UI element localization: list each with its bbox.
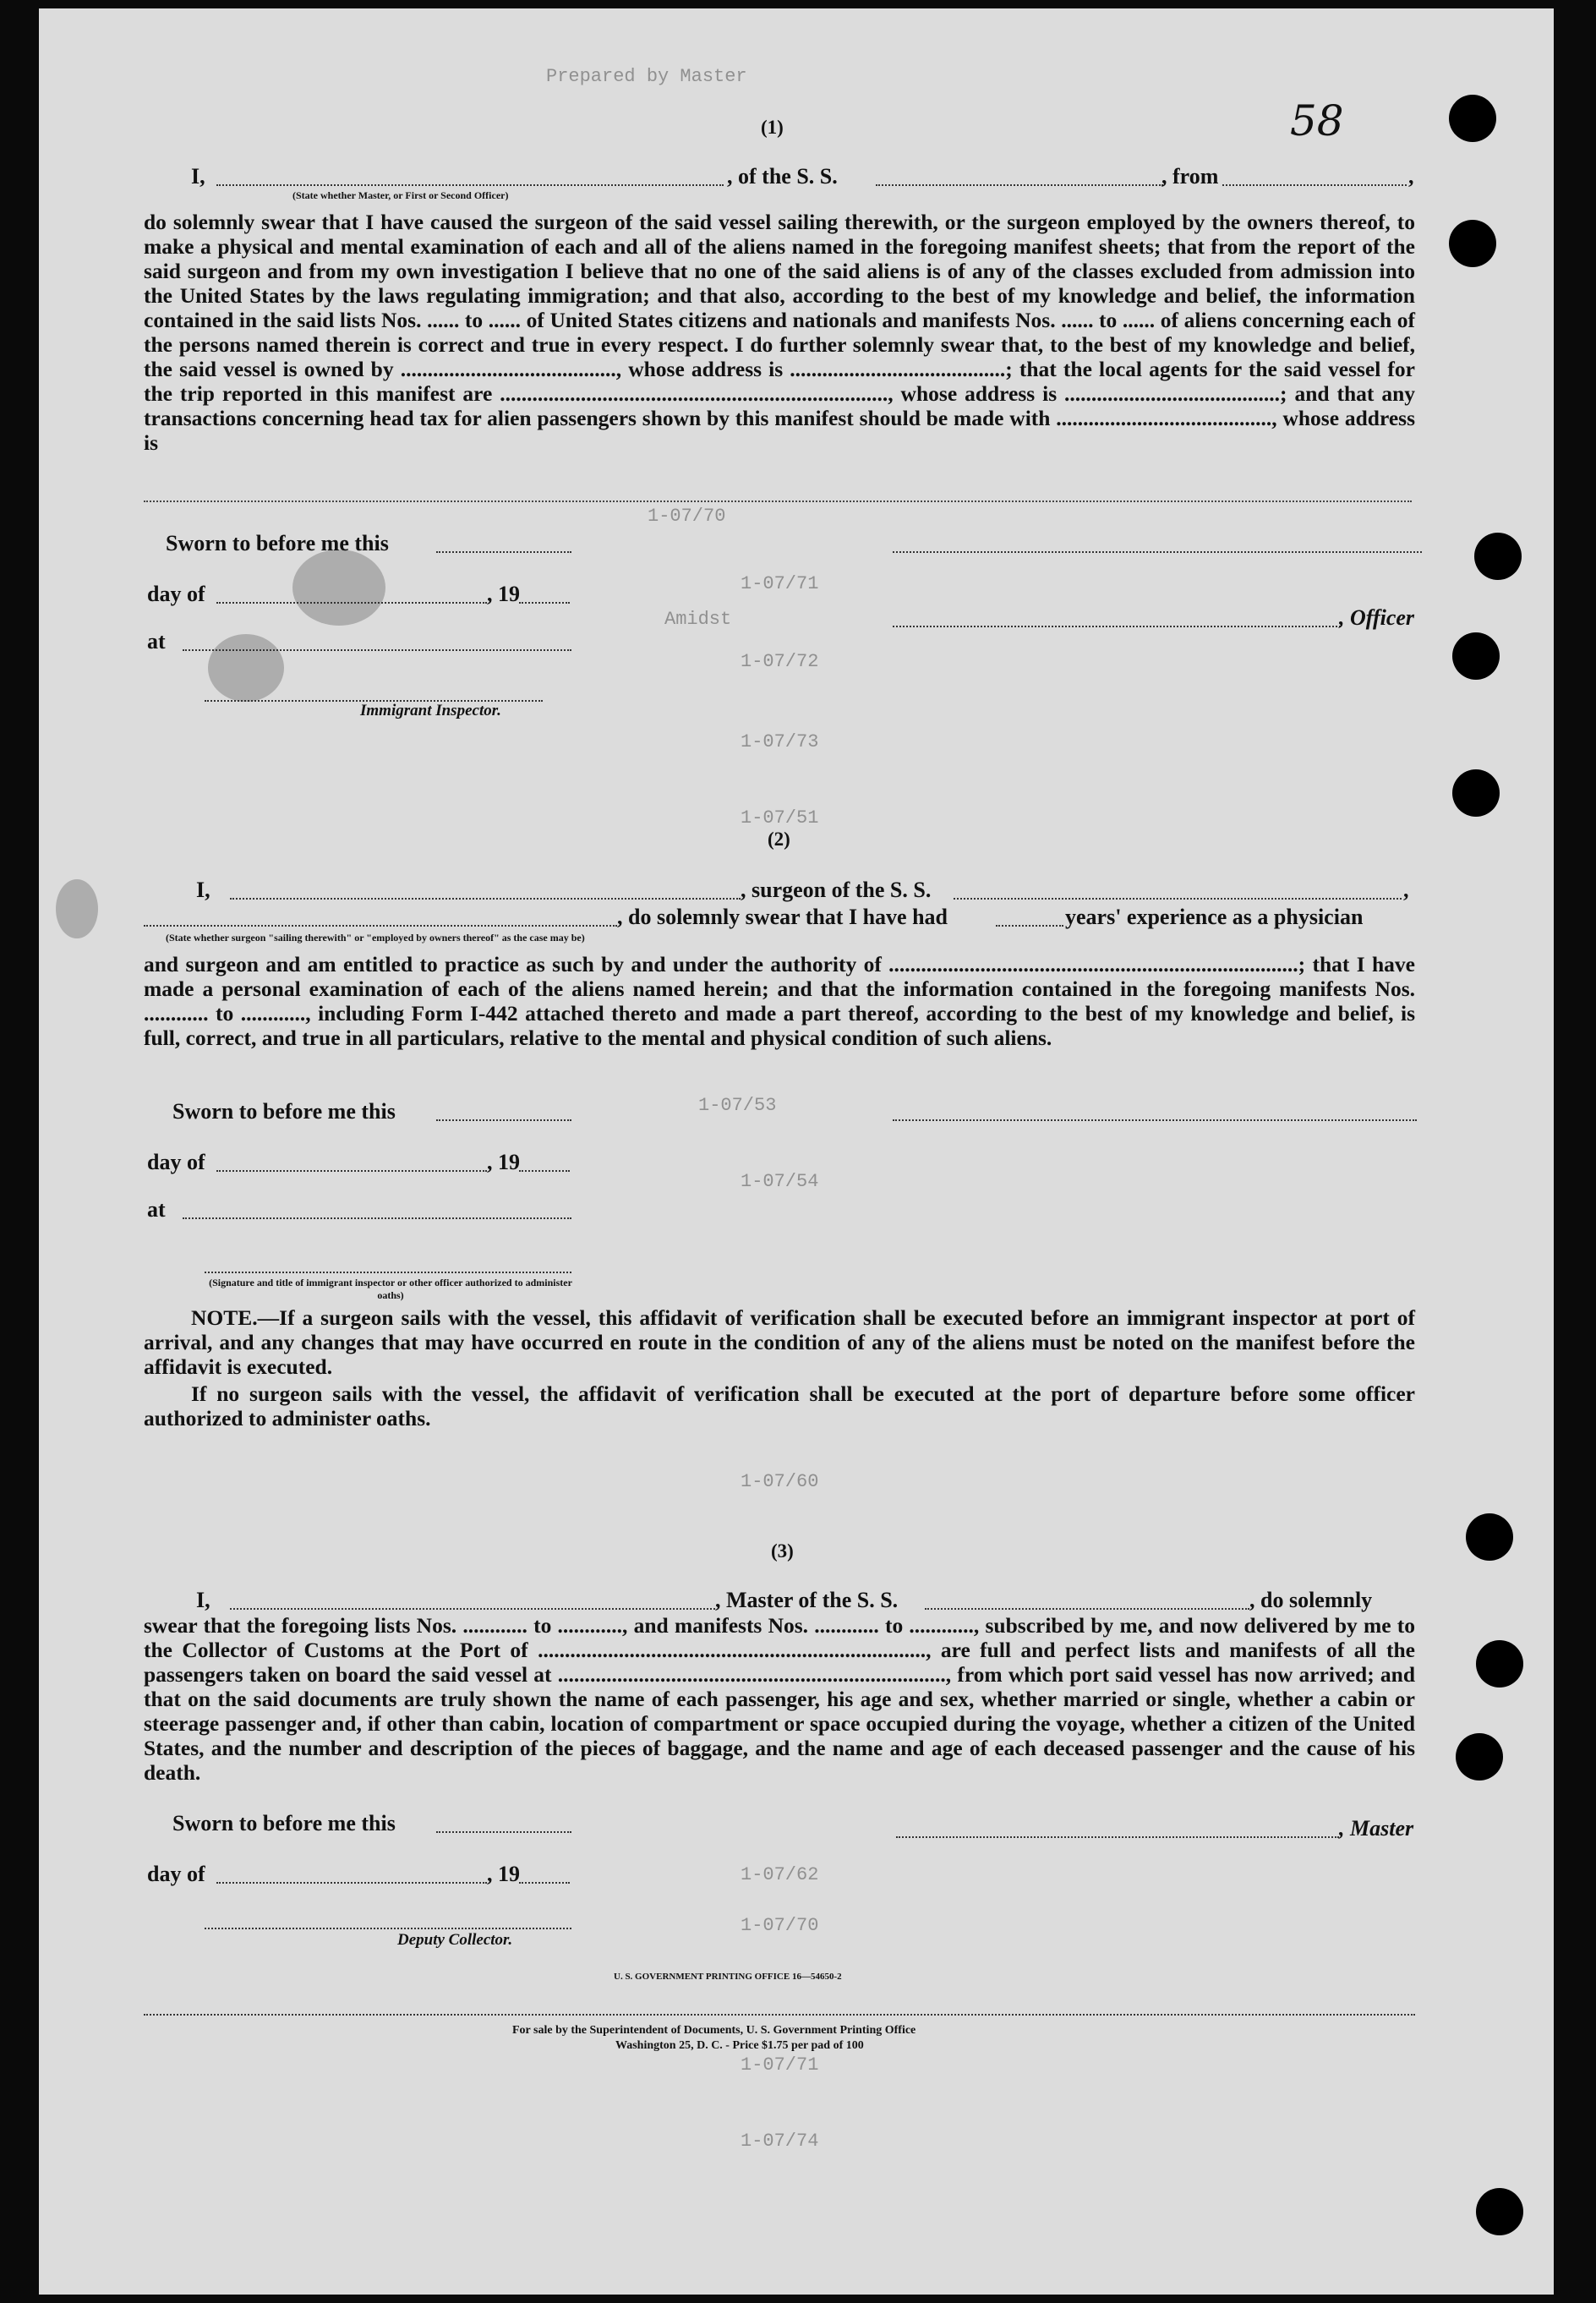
- sworn-date-field[interactable]: [436, 551, 571, 553]
- year-label: , 19: [487, 1150, 520, 1174]
- section-number: (3): [771, 1540, 794, 1562]
- day-of-label: day of: [147, 1862, 205, 1886]
- collector-label: Deputy Collector.: [397, 1931, 513, 1949]
- binder-hole: [1449, 220, 1496, 267]
- note-paragraph: If no surgeon sails with the vessel, the affidavit of verification shall be executed at the port of departure before some officer authorized to administer oaths.: [144, 1381, 1415, 1430]
- at-label: at: [147, 1197, 166, 1222]
- inspector-signature-line[interactable]: [205, 1272, 571, 1273]
- day-of-label: day of: [147, 1150, 205, 1174]
- surgeon-name-field[interactable]: [230, 898, 741, 900]
- i-label: I,: [196, 878, 210, 902]
- day-of-label: day of: [147, 582, 205, 606]
- inspector-line[interactable]: [893, 1119, 1417, 1121]
- binder-hole: [1452, 632, 1500, 680]
- bleed-text: 1-07/62: [741, 1864, 819, 1885]
- binder-hole: [1466, 1513, 1513, 1561]
- section-number: (2): [768, 829, 790, 850]
- day-of-field[interactable]: [216, 1882, 487, 1884]
- handwritten-annotation: 58: [1290, 96, 1344, 145]
- gpo-imprint: U. S. GOVERNMENT PRINTING OFFICE 16—54650-2: [614, 1972, 842, 1982]
- officer-label: , Officer: [1339, 605, 1415, 630]
- year-field[interactable]: [519, 1170, 570, 1172]
- binder-hole: [1452, 769, 1500, 817]
- ship-name-field[interactable]: [954, 898, 1402, 900]
- surgeon-caption: (State whether surgeon "sailing therewith" or "employed by owners thereof" as the case may be): [166, 932, 585, 944]
- footer-rule: [144, 2014, 1415, 2016]
- officer-signature-line[interactable]: [893, 551, 1422, 553]
- sworn-date-field[interactable]: [436, 1119, 571, 1121]
- officer-caption: (State whether Master, or First or Second Officer): [292, 189, 509, 201]
- ship-name-field[interactable]: [876, 184, 1163, 186]
- year-field[interactable]: [519, 1882, 570, 1884]
- comma: ,: [1408, 164, 1414, 189]
- bleed-text: 1-07/71: [741, 2054, 819, 2076]
- of-ss-label: , of the S. S.: [727, 164, 838, 189]
- faint-header: Prepared by Master: [546, 66, 747, 87]
- at-label: at: [147, 629, 166, 654]
- ink-smudge: [292, 550, 385, 626]
- surgeon-type-field[interactable]: [144, 925, 617, 927]
- bleed-text: 1-07/54: [741, 1171, 819, 1192]
- manifest-page: [39, 8, 1554, 2295]
- bleed-text: 1-07/70: [648, 506, 726, 527]
- sworn-label: Sworn to before me this: [172, 1811, 396, 1835]
- sale-notice: Washington 25, D. C. - Price $1.75 per pad of 100: [615, 2039, 864, 2052]
- sale-notice: For sale by the Superintendent of Documents, U. S. Government Printing Office: [512, 2024, 916, 2037]
- sworn-label: Sworn to before me this: [172, 1099, 396, 1124]
- binder-hole: [1476, 1640, 1523, 1688]
- i-label: I,: [196, 1588, 210, 1612]
- signature-caption: (Signature and title of immigrant inspector or other officer authorized to administer oaths): [209, 1277, 572, 1301]
- bleed-text: 1-07/53: [698, 1095, 777, 1116]
- day-of-field[interactable]: [216, 1170, 487, 1172]
- i-label: I,: [191, 164, 205, 189]
- comma: ,: [1403, 878, 1409, 902]
- master-signature-line[interactable]: [896, 1836, 1339, 1838]
- ink-smudge: [56, 879, 98, 938]
- binder-hole: [1456, 1733, 1503, 1781]
- inspector-label: Immigrant Inspector.: [360, 702, 501, 719]
- binder-hole: [1474, 533, 1522, 580]
- bleed-text: 1-07/74: [741, 2131, 819, 2152]
- bleed-text: 1-07/71: [741, 573, 819, 594]
- solemnly-label: , do solemnly: [1249, 1588, 1373, 1612]
- from-label: , from: [1161, 164, 1219, 189]
- bleed-text: 1-07/51: [741, 807, 819, 829]
- year-label: , 19: [487, 582, 520, 606]
- master-of-label: , Master of the S. S.: [715, 1588, 899, 1612]
- note-paragraph: NOTE.—If a surgeon sails with the vessel, this affidavit of verification shall be executed before an immigrant inspector at port of arrival, and any changes that may have occurred en route in the condition of any of the aliens must be noted on the manifest before the affidavit is executed.: [144, 1305, 1415, 1379]
- section-number: (1): [761, 117, 784, 138]
- oath-paragraph-3: swear that the foregoing lists Nos. ............ to ............, and manifests Nos. ............ to ............, subscribed by me, and now delivered by me to the Collector of Customs at the Port of ........................................................................, are full and perfect lists and manifests of all the passengers taken on board the said vessel at ........................................................................, from which port said vessel has now arrived; and that on the said documents are truly shown the name of each passenger, his age and sex, whether married or single, whether a cabin or steerage passenger and, if other than cabin, location of compartment or space occupied during the voyage, whether a citizen of the United States, and the number and description of the pieces of baggage, and the name and age of each deceased passenger and the cause of his death.: [144, 1613, 1415, 1785]
- officer-name-field[interactable]: [216, 184, 724, 186]
- officer-line[interactable]: [893, 626, 1341, 627]
- from-port-field[interactable]: [1222, 184, 1407, 186]
- day-of-field[interactable]: [216, 602, 487, 604]
- oath-paragraph-2: and surgeon and am entitled to practice as such by and under the authority of ............................................................................; that I have made a personal examination of each of the aliens named herein; and that the information contained in the foregoing manifests Nos. ............ to ............, including Form I-442 attached thereto and made a part thereof, according to the best of my knowledge and belief, is full, correct, and true in all particulars, relative to the mental and physical condition of such aliens.: [144, 952, 1415, 1050]
- surgeon-of-label: , surgeon of the S. S.: [741, 878, 932, 902]
- years-field[interactable]: [996, 925, 1063, 927]
- sworn-label: Sworn to before me this: [166, 531, 389, 555]
- ship-name-field[interactable]: [925, 1608, 1249, 1610]
- master-name-field[interactable]: [230, 1608, 715, 1610]
- at-place-field[interactable]: [183, 649, 571, 651]
- bleed-text: 1-07/73: [741, 731, 819, 752]
- bleed-text: 1-07/70: [741, 1915, 819, 1936]
- binder-hole: [1476, 2188, 1523, 2235]
- bleed-text: Amidst: [664, 609, 732, 630]
- sworn-date-field[interactable]: [436, 1831, 571, 1833]
- at-place-field[interactable]: [183, 1217, 571, 1219]
- swear-label: , do solemnly swear that I have had: [617, 905, 948, 929]
- year-field[interactable]: [519, 602, 570, 604]
- years-label: years' experience as a physician: [1065, 905, 1364, 929]
- ink-smudge: [208, 634, 284, 702]
- year-label: , 19: [487, 1862, 520, 1886]
- bleed-text: 1-07/72: [741, 651, 819, 672]
- collector-signature-line[interactable]: [205, 1928, 571, 1929]
- section-divider: [144, 501, 1412, 502]
- master-label: , Master: [1339, 1816, 1414, 1841]
- bleed-text: 1-07/60: [741, 1471, 819, 1492]
- oath-paragraph-1: do solemnly swear that I have caused the surgeon of the said vessel sailing therewith, or the surgeon employed by the owners thereof, to make a physical and mental examination of each and all of the aliens named in the foregoing manifest sheets; that from the report of the said surgeon and from my own investigation I believe that no one of the said aliens is of any of the classes excluded from admission into the United States by the laws regulating immigration; and that also, according to the best of my knowledge and belief, the information contained in the said lists Nos. ...... to ...... of United States citizens and nationals and manifests Nos. ...... to ...... of aliens concerning each of the persons named therein is correct and true in every respect. I do further solemnly swear that, to the best of my knowledge and belief, the said vessel is owned by ........................................, whose address is ........................................; that the local agents for the said vessel for the trip reported in this manifest are ........................................................................, whose address is ........................................; and that any transactions concerning head tax for alien passengers shown by this manifest should be made with ........................................, whose address is: [144, 210, 1415, 455]
- binder-hole: [1449, 95, 1496, 142]
